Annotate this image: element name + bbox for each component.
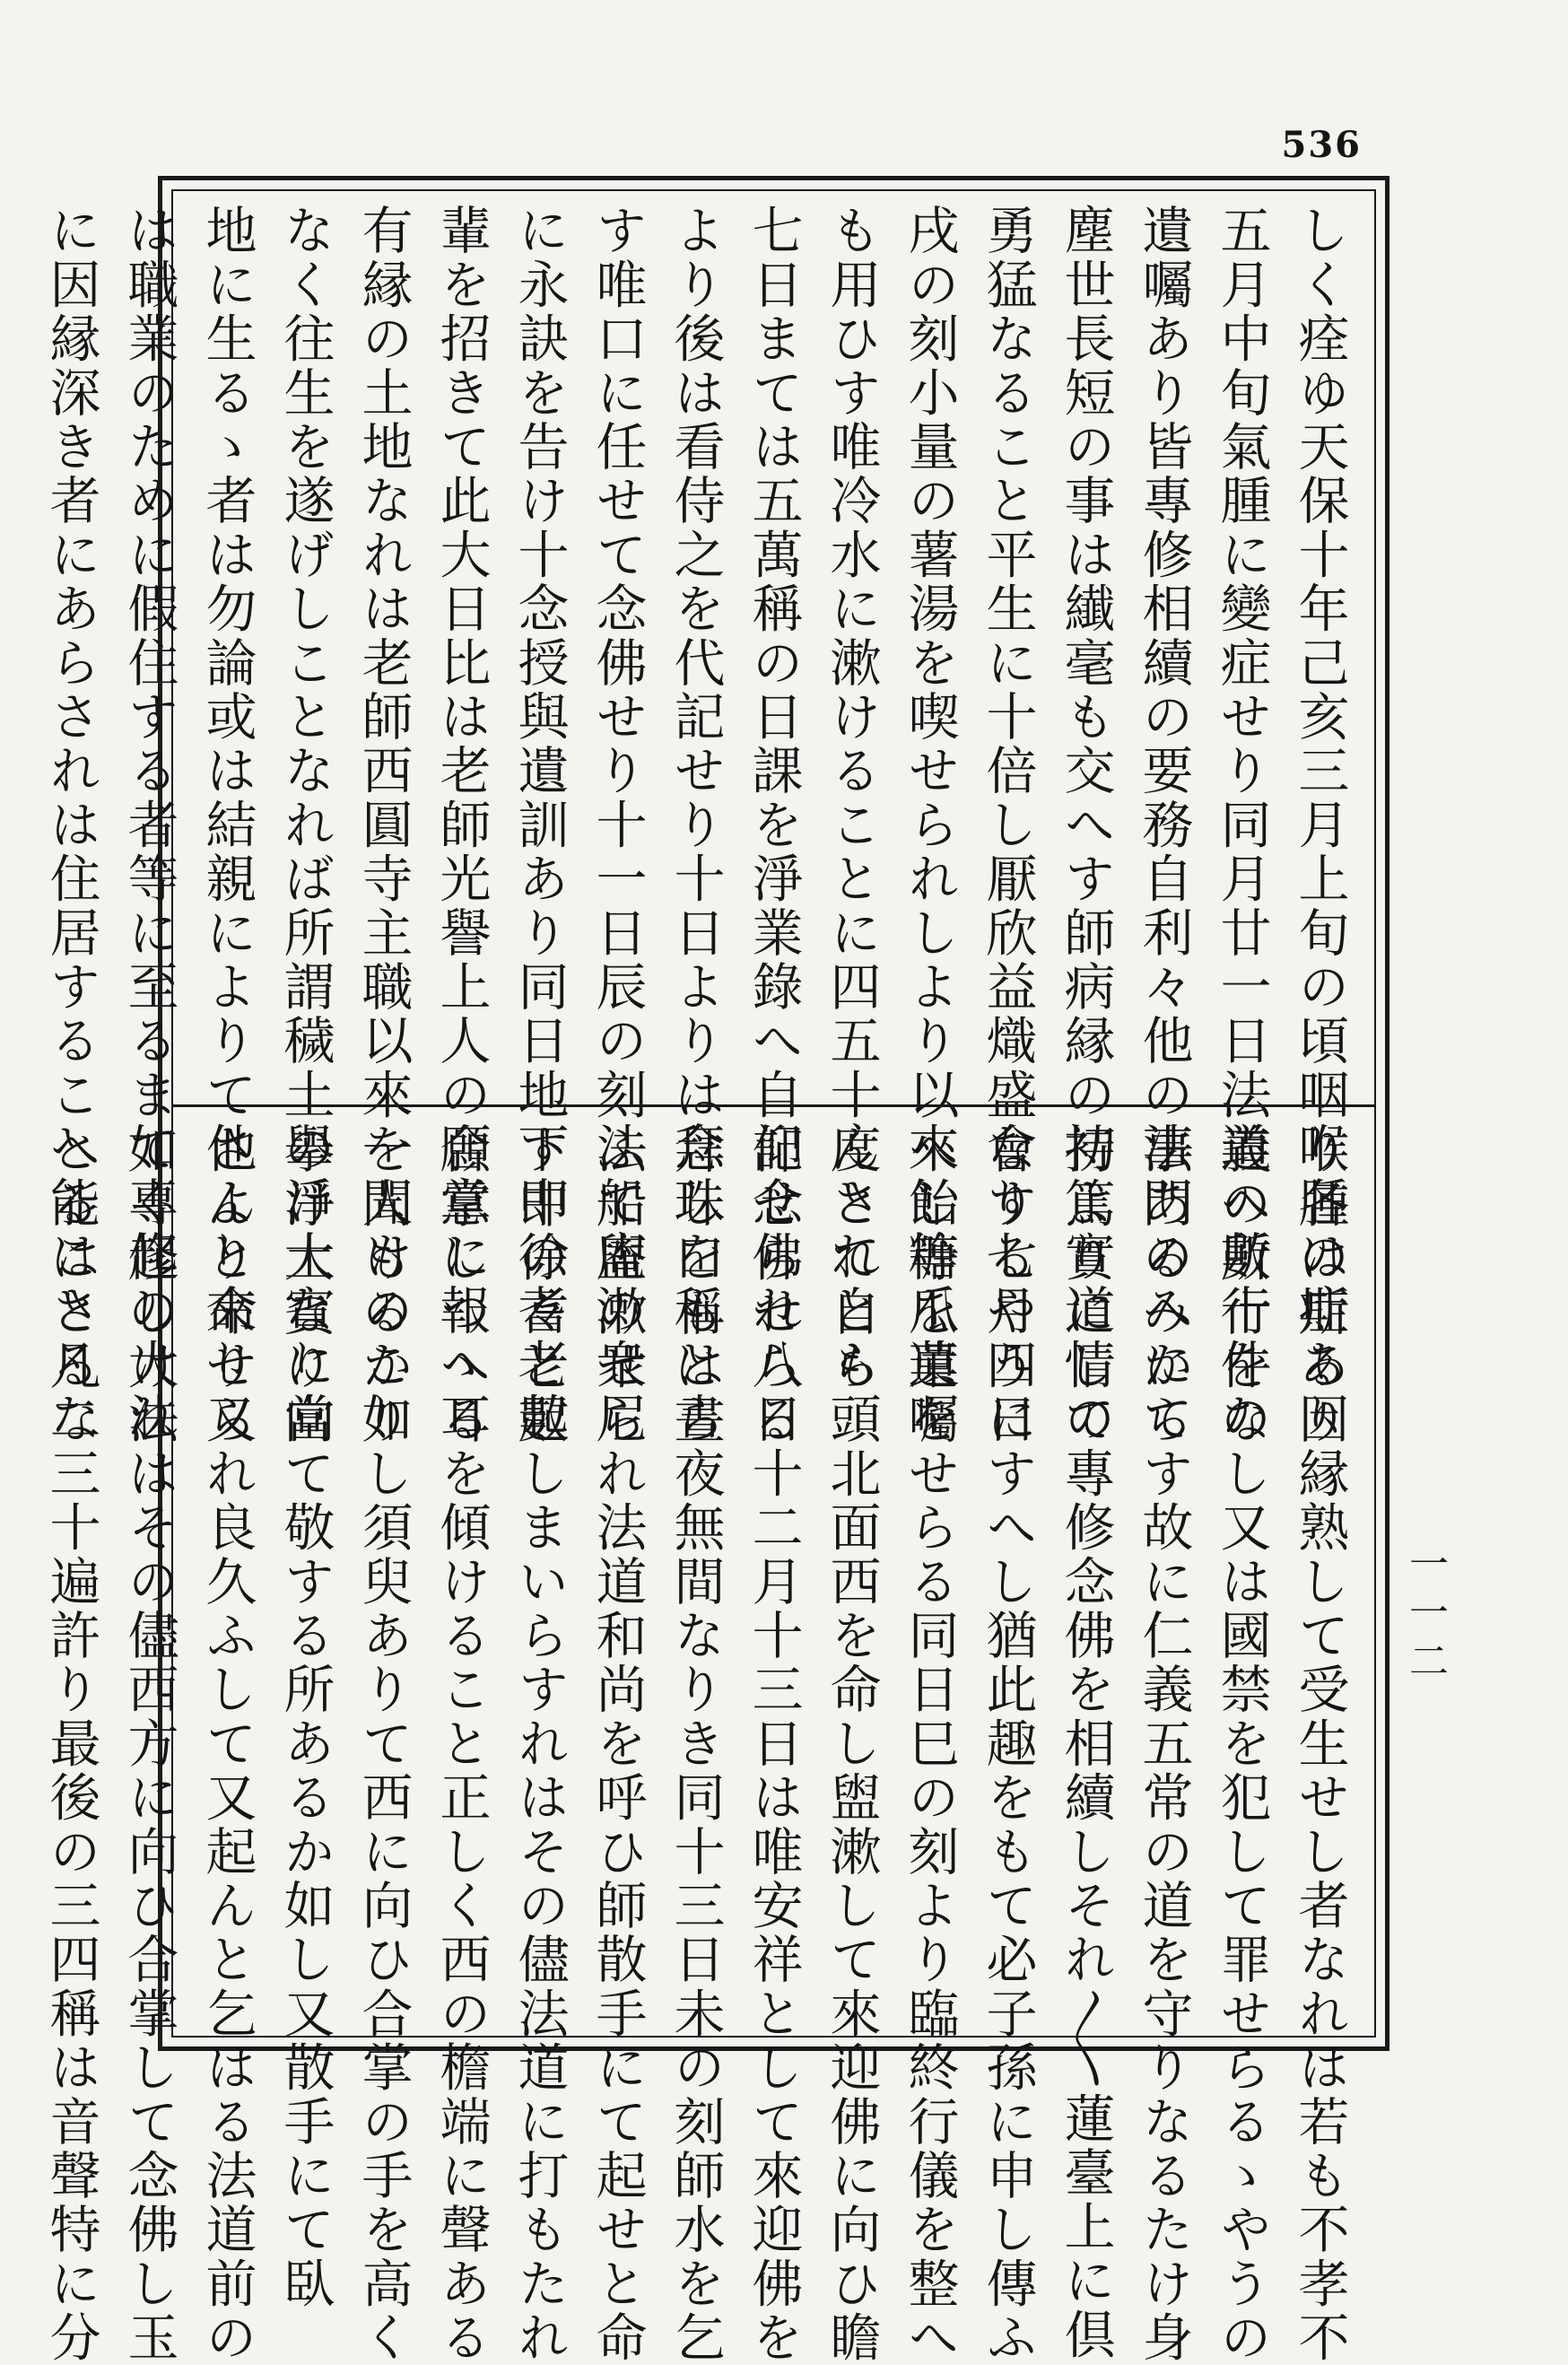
text-column: 七日まては五萬稱の日課を淨業錄へ自記せられ八日 [744, 204, 803, 1446]
text-column: 遺囑あり皆專修相續の要務自利々他の法門のみにて [1134, 204, 1193, 1446]
text-column: 會するやうにすへし猶此趣をもて必子孫に申し傳ふ [978, 1122, 1037, 2365]
text-column: 義の所行をなし又は國禁を犯して罪せらるゝやうの [1212, 1122, 1271, 2365]
text-column: 持篤實にして專修念佛を相續しそれ〳〵蓮臺上に倶 [1056, 1122, 1115, 2362]
text-column: す唯口に任せて念佛せり十一日辰の刻法船庵の衆尼 [588, 204, 647, 1446]
text-column: 輩を招きて此大日比は老師光譽上人の願意に報へる [431, 204, 491, 1446]
page-number: 536 [1281, 124, 1362, 166]
text-column: 擧け大賓に向て敬する所あるか如し又散手にて臥 [275, 1122, 335, 2311]
section-divider [171, 1104, 1376, 1107]
text-column: ふて盥漱せられ法道和尚を呼ひ師散手にて起せと命 [588, 1122, 647, 2365]
text-column: 仰念佛せらる十二月十三日は唯安祥として來迎佛を [744, 1122, 803, 2365]
text-column: す即徐々と起しまいらすれはその儘法道に打もたれ [510, 1122, 569, 2365]
text-column: 有縁の土地なれは老師西圓寺主職以來一人ものこり [353, 204, 413, 1446]
text-column: 事あるへからす故に仁義五常の道を守りなるたけ身 [1134, 1122, 1193, 2365]
text-column: さんと命せられ良久ふして又起んと乞はる法道前の [197, 1122, 257, 2365]
upper-text-block [41, 204, 1358, 1446]
text-column: は職業のために假住する者等に至るまて專修の大法 [119, 204, 179, 1446]
text-column: へること凡二三十遍許り最後の三四稱は音聲特に分 [41, 1122, 100, 2365]
text-column: も用ひす唯冷水に漱けることに四五十度されとも [822, 204, 881, 1392]
lower-text-block [41, 1122, 1358, 2365]
text-column: 塵世長短の事は纎毫も交へす師病縁の初より道情の [1056, 204, 1115, 1446]
text-frame [41, 176, 1389, 2365]
text-column: 五月中旬氣腫に變症せり同月廿一日法道へ數十件の [1212, 204, 1271, 1446]
text-column: 合掌しつゝ耳を傾けること正しく西の檐端に聲ある [431, 1122, 491, 2365]
text-column: なく往生を遂げしことなれば所謂穢土の淨土なり當 [275, 204, 335, 1446]
text-column: へし等を遺囑せらる同日巳の刻より臨終行儀を整へ [900, 1122, 959, 2365]
text-column: しく痊ゆ天保十年己亥三月上旬の頃咽喉腫の症あり [1290, 204, 1349, 1446]
text-column: に因縁深き者にあらされは住居すること能はさるな [41, 204, 100, 1446]
text-column: 地に生るゝ者は勿論或は結親によりて他より來り又 [197, 204, 257, 1446]
text-column: 如く起しけれはその儘西方に向ひ合掌して念佛し玉 [119, 1122, 179, 2365]
text-column: を聞けるか如し須臾ありて西に向ひ合掌の手を高く [353, 1122, 413, 2365]
text-column: んとて自ら頭北面西を命し盥漱して來迎佛に向ひ瞻 [822, 1122, 881, 2365]
text-column: 勇猛なること平生に十倍し厭欣益熾盛なり七月四日 [978, 204, 1037, 1446]
text-column: に永訣を告け十念授與遺訓あり同日地下中の耆老數 [510, 204, 569, 1446]
side-folio: 一一二 [1402, 1543, 1448, 1689]
text-column: 拜し口稱は晝夜無間なりき同十三日未の刻師水を乞 [666, 1122, 725, 2365]
text-column: り各は斯る因縁熟して受生せし者なれは若も不孝不 [1290, 1122, 1349, 2365]
text-column: より後は看侍之を代記せり十日よりは念珠をもとら [666, 204, 725, 1446]
text-column: 戌の刻小量の薯湯を喫せられしより以來飴糖瓜菓を [900, 204, 959, 1446]
